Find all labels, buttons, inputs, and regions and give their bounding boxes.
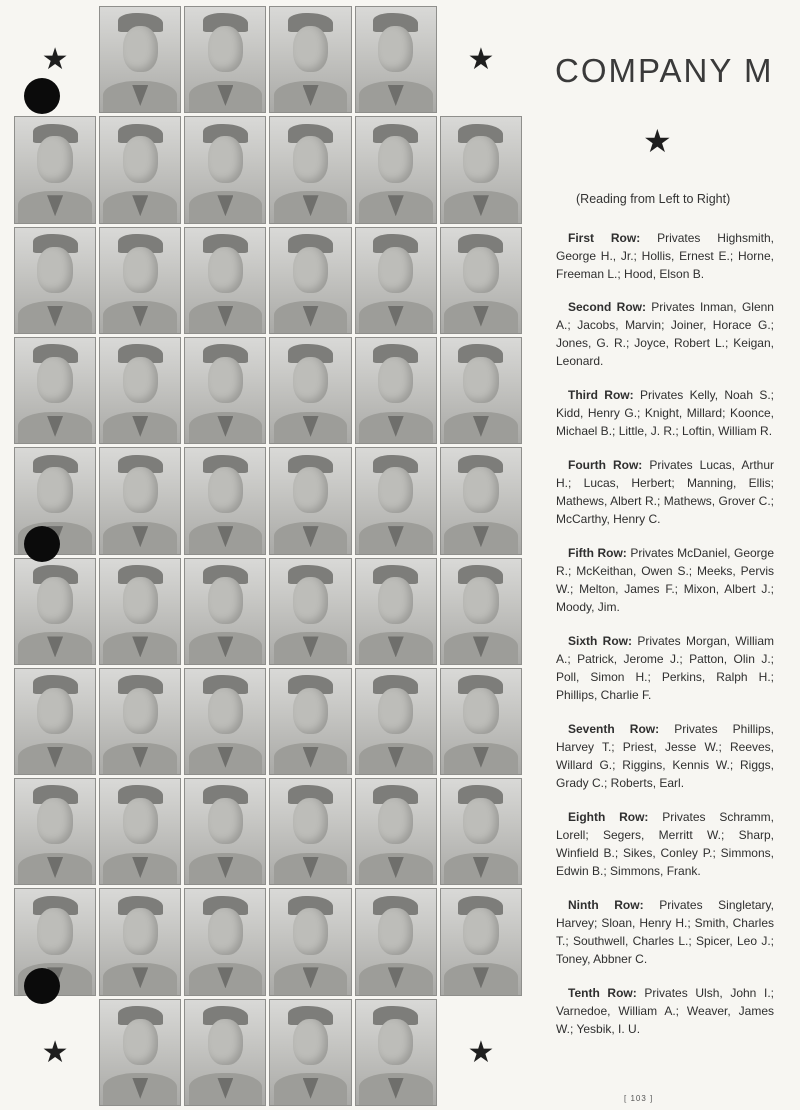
grid-star-cell	[440, 6, 522, 113]
soldier-portrait	[355, 558, 437, 665]
row-names: Privates Ulsh, John I.; Varnedoe, William A.; Weaver, James W.; Yesbik, I. U.	[556, 986, 774, 1036]
soldier-portrait	[14, 337, 96, 444]
soldier-portrait	[14, 116, 96, 223]
portrait-face	[208, 247, 243, 293]
soldier-portrait	[184, 116, 266, 223]
portrait-face	[378, 908, 413, 954]
soldier-portrait	[355, 778, 437, 885]
soldier-portrait	[99, 227, 181, 334]
photo-grid	[14, 6, 522, 1106]
portrait-face	[208, 357, 243, 403]
soldier-portrait	[14, 778, 96, 885]
portrait-face	[463, 467, 498, 513]
star-icon: ★	[643, 123, 672, 159]
portrait-face	[293, 26, 328, 72]
soldier-portrait	[269, 888, 351, 995]
portrait-face	[208, 26, 243, 72]
page-number: [ 103 ]	[624, 1094, 654, 1103]
portrait-face	[293, 357, 328, 403]
portrait-face	[37, 688, 72, 734]
portrait-face	[378, 357, 413, 403]
portrait-face	[378, 688, 413, 734]
row-label: Eighth Row:	[568, 810, 649, 824]
portrait-face	[463, 908, 498, 954]
portrait-face	[123, 1019, 158, 1065]
row-names: Privates McDaniel, George R.; McKeithan, Owen S.; Meeks, Pervis W.; Melton, James F.; Mixon, Albert J.; Moody, Jim.	[556, 546, 775, 614]
soldier-portrait	[355, 116, 437, 223]
soldier-portrait	[184, 999, 266, 1106]
portrait-face	[293, 1019, 328, 1065]
row-caption	[556, 808, 774, 880]
soldier-portrait	[99, 447, 181, 554]
soldier-portrait	[184, 668, 266, 775]
soldier-portrait	[184, 227, 266, 334]
portrait-face	[208, 908, 243, 954]
row-captions	[556, 229, 774, 1054]
soldier-portrait	[99, 6, 181, 113]
portrait-face	[378, 467, 413, 513]
soldier-portrait	[99, 337, 181, 444]
portrait-face	[293, 136, 328, 182]
soldier-portrait	[355, 999, 437, 1106]
row-names: Privates Schramm, Lorell; Segers, Merritt W.; Sharp, Winfield B.; Sikes, Conley P.; Simmons, Edwin B.; Simmons, Frank.	[556, 810, 774, 878]
soldier-portrait	[355, 888, 437, 995]
punch-hole	[24, 968, 60, 1004]
row-label: First Row:	[568, 231, 641, 245]
portrait-face	[378, 798, 413, 844]
soldier-portrait	[355, 227, 437, 334]
soldier-portrait	[440, 447, 522, 554]
row-caption	[556, 896, 774, 968]
soldier-portrait	[355, 337, 437, 444]
soldier-portrait	[99, 116, 181, 223]
row-caption	[556, 984, 774, 1038]
portrait-face	[208, 136, 243, 182]
soldier-portrait	[99, 999, 181, 1106]
portrait-face	[293, 247, 328, 293]
row-names: Privates Kelly, Noah S.; Kidd, Henry G.; Knight, Millard; Koonce, Michael B.; Little, J. R.; Loftin, William R.	[556, 388, 774, 438]
portrait-face	[37, 467, 72, 513]
portrait-face	[123, 357, 158, 403]
soldier-portrait	[440, 337, 522, 444]
soldier-portrait	[184, 888, 266, 995]
row-label: Tenth Row:	[568, 986, 637, 1000]
row-caption	[556, 632, 774, 704]
page-title: COMPANY M	[555, 52, 774, 89]
portrait-face	[37, 247, 72, 293]
portrait-face	[208, 798, 243, 844]
soldier-portrait	[440, 116, 522, 223]
soldier-portrait	[269, 116, 351, 223]
grid-star-cell	[440, 999, 522, 1106]
soldier-portrait	[269, 999, 351, 1106]
portrait-face	[463, 688, 498, 734]
portrait-face	[37, 136, 72, 182]
portrait-face	[378, 1019, 413, 1065]
portrait-face	[378, 136, 413, 182]
portrait-face	[208, 688, 243, 734]
row-names: Privates Singletary, Harvey; Sloan, Henry H.; Smith, Charles T.; Southwell, Charles L.; Spicer, Leo J.; Toney, Abbner C.	[556, 898, 774, 966]
row-label: Fifth Row:	[568, 546, 627, 560]
soldier-portrait	[440, 888, 522, 995]
soldier-portrait	[355, 6, 437, 113]
portrait-face	[463, 577, 498, 623]
portrait-face	[378, 26, 413, 72]
soldier-portrait	[355, 668, 437, 775]
soldier-portrait	[99, 778, 181, 885]
star-icon: ★	[467, 1035, 495, 1069]
row-caption	[556, 298, 774, 370]
portrait-face	[123, 688, 158, 734]
soldier-portrait	[99, 888, 181, 995]
punch-hole	[24, 526, 60, 562]
row-caption	[556, 386, 774, 440]
soldier-portrait	[440, 227, 522, 334]
portrait-face	[293, 577, 328, 623]
row-caption	[556, 720, 774, 792]
soldier-portrait	[184, 337, 266, 444]
portrait-face	[293, 467, 328, 513]
grid-star-cell	[14, 999, 96, 1106]
star-icon: ★	[41, 1035, 69, 1069]
soldier-portrait	[269, 778, 351, 885]
row-label: Third Row:	[568, 388, 634, 402]
star-icon: ★	[467, 43, 495, 77]
portrait-face	[208, 1019, 243, 1065]
portrait-face	[463, 357, 498, 403]
portrait-face	[123, 798, 158, 844]
row-label: Second Row:	[568, 300, 646, 314]
row-label: Ninth Row:	[568, 898, 644, 912]
portrait-face	[37, 908, 72, 954]
portrait-face	[463, 136, 498, 182]
portrait-face	[378, 247, 413, 293]
portrait-face	[293, 908, 328, 954]
soldier-portrait	[440, 558, 522, 665]
portrait-face	[463, 247, 498, 293]
row-names: Privates Morgan, William A.; Patrick, Jerome J.; Patton, Olin J.; Poll, Simon H.; Perkins, Ralph H.; Phillips, Charlie F.	[556, 634, 775, 702]
portrait-face	[208, 467, 243, 513]
portrait-face	[293, 688, 328, 734]
soldier-portrait	[184, 6, 266, 113]
row-label: Fourth Row:	[568, 458, 643, 472]
portrait-face	[123, 247, 158, 293]
soldier-portrait	[184, 558, 266, 665]
reading-order-note: (Reading from Left to Right)	[576, 192, 731, 206]
portrait-face	[378, 577, 413, 623]
soldier-portrait	[269, 337, 351, 444]
portrait-face	[123, 908, 158, 954]
row-names: Privates Highsmith, George H., Jr.; Hollis, Ernest E.; Horne, Freeman L.; Hood, Elson B.	[556, 231, 774, 281]
soldier-portrait	[269, 447, 351, 554]
soldier-portrait	[440, 668, 522, 775]
row-names: Privates Inman, Glenn A.; Jacobs, Marvin; Joiner, Horace G.; Jones, G. R.; Joyce, Robert L.; Keigan, Leonard.	[556, 300, 774, 368]
soldier-portrait	[184, 778, 266, 885]
soldier-portrait	[269, 668, 351, 775]
punch-hole	[24, 78, 60, 114]
portrait-face	[123, 467, 158, 513]
soldier-portrait	[99, 558, 181, 665]
row-names: Privates Lucas, Arthur H.; Lucas, Herbert; Manning, Ellis; Mathews, Albert R.; Mathews, Grover C.; McCarthy, Henry C.	[556, 458, 775, 526]
portrait-face	[293, 798, 328, 844]
soldier-portrait	[269, 558, 351, 665]
soldier-portrait	[99, 668, 181, 775]
soldier-portrait	[14, 227, 96, 334]
soldier-portrait	[355, 447, 437, 554]
row-label: Seventh Row:	[568, 722, 660, 736]
row-caption	[556, 544, 774, 616]
soldier-portrait	[184, 447, 266, 554]
portrait-face	[123, 577, 158, 623]
row-caption	[556, 456, 774, 528]
portrait-face	[37, 798, 72, 844]
soldier-portrait	[440, 778, 522, 885]
portrait-face	[123, 26, 158, 72]
soldier-portrait	[269, 227, 351, 334]
row-caption	[556, 229, 774, 283]
soldier-portrait	[269, 6, 351, 113]
portrait-face	[37, 577, 72, 623]
row-label: Sixth Row:	[568, 634, 632, 648]
portrait-face	[37, 357, 72, 403]
row-names: Privates Phillips, Harvey T.; Priest, Jesse W.; Reeves, Willard G.; Riggins, Kennis W.; Riggs, Grady C.; Roberts, Earl.	[556, 722, 775, 790]
portrait-face	[463, 798, 498, 844]
soldier-portrait	[14, 668, 96, 775]
star-icon: ★	[41, 43, 69, 77]
portrait-face	[208, 577, 243, 623]
soldier-portrait	[14, 558, 96, 665]
portrait-face	[123, 136, 158, 182]
